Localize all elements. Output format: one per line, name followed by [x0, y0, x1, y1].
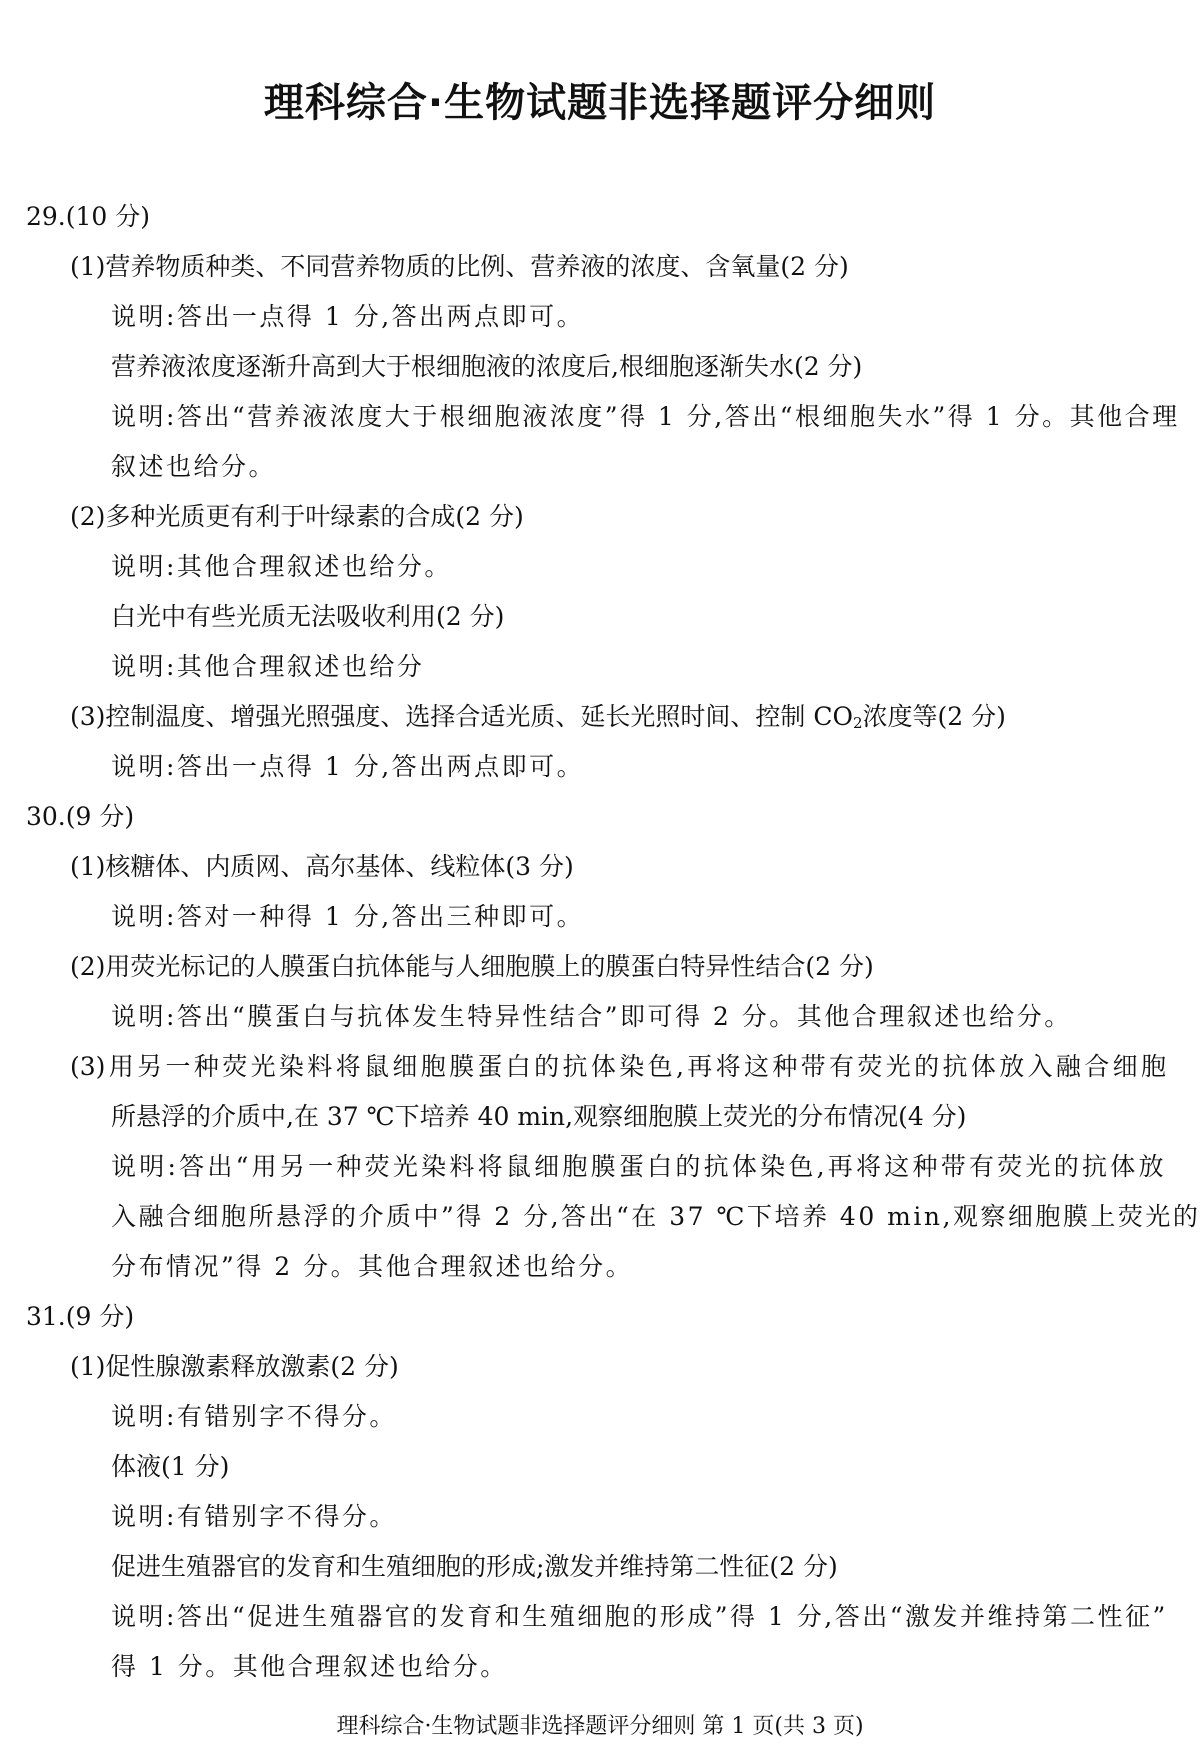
q29-p1-answer2: 营养液浓度逐渐升高到大于根细胞液的浓度后,根细胞逐渐失水(2 分): [111, 352, 863, 381]
q31-p1-answer3: 促进生殖器官的发育和生殖细胞的形成;激发并维持第二性征(2 分): [111, 1552, 838, 1581]
q29-p2-note2: 说明:其他合理叙述也给分: [111, 652, 425, 681]
q30-p2-note: 说明:答出“膜蛋白与抗体发生特异性结合”即可得 2 分。其他合理叙述也给分。: [111, 1002, 1072, 1031]
q30-p2-answer: (2)用荧光标记的人膜蛋白抗体能与人细胞膜上的膜蛋白特异性结合(2 分): [70, 952, 874, 981]
q30-p3-answer-line1-text: (3)用另一种荧光染料将鼠细胞膜蛋白的抗体染色,再将这种带有荧光的抗体放入融合细胞: [70, 1052, 1166, 1081]
q29-header: 29.(10 分): [26, 202, 151, 231]
q31-p1-note2: 说明:有错别字不得分。: [111, 1502, 397, 1531]
q30-p3-note-line1: [26, 1142, 1166, 1192]
q31-p1-answer2: 体液(1 分): [111, 1452, 230, 1481]
q30-p1-answer: (1)核糖体、内质网、高尔基体、线粒体(3 分): [70, 852, 574, 881]
q30-header: 30.(9 分): [26, 802, 135, 831]
q30-p3-answer-line2: 所悬浮的介质中,在 37 ℃下培养 40 min,观察细胞膜上荧光的分布情况(4 分): [111, 1102, 967, 1131]
q30-p3-note-line2: [26, 1192, 1200, 1242]
q29-p1-note2-line1: [26, 392, 1180, 442]
q30-p3-answer-line1: [26, 1042, 1166, 1092]
page-title: 理科综合·生物试题非选择题评分细则: [263, 80, 937, 126]
q31-p1-note1: 说明:有错别字不得分。: [111, 1402, 397, 1431]
q29-p3-answer-subscript: 2: [853, 714, 863, 732]
q31-header: 31.(9 分): [26, 1302, 135, 1331]
q29-p3-answer-pre: (3)控制温度、增强光照强度、选择合适光质、延长光照时间、控制 CO: [70, 702, 853, 731]
q30-p3-note-line3: 分布情况”得 2 分。其他合理叙述也给分。: [111, 1252, 634, 1281]
q31-p1-answer1: (1)促性腺激素释放激素(2 分): [70, 1352, 399, 1381]
q29-p2-answer2: 白光中有些光质无法吸收利用(2 分): [111, 602, 505, 631]
q31-p1-note3-line1: [26, 1592, 1166, 1642]
q29-p1-note2-line1-text: 说明:答出“营养液浓度大于根细胞液浓度”得 1 分,答出“根细胞失水”得 1 分。其他合理: [111, 402, 1180, 431]
q29-p3-answer-post: 浓度等(2 分): [862, 702, 1006, 731]
q29-p1-note2-line2: 叙述也给分。: [111, 452, 277, 481]
q29-p2-answer1: (2)多种光质更有利于叶绿素的合成(2 分): [70, 502, 524, 531]
page-footer: 理科综合·生物试题非选择题评分细则 第 1 页(共 3 页): [336, 1714, 864, 1739]
q29-p3-answer: [26, 692, 1166, 742]
document-body: [26, 192, 1200, 1692]
q29-p3-note: 说明:答出一点得 1 分,答出两点即可。: [111, 752, 585, 781]
q31-p1-note3-line1-text: 说明:答出“促进生殖器官的发育和生殖细胞的形成”得 1 分,答出“激发并维持第二性征”: [111, 1602, 1168, 1631]
q31-p1-note3-line2: 得 1 分。其他合理叙述也给分。: [111, 1652, 508, 1681]
q29-p1-answer1: (1)营养物质种类、不同营养物质的比例、营养液的浓度、含氧量(2 分): [70, 252, 849, 281]
q30-p3-note-line1-text: 说明:答出“用另一种荧光染料将鼠细胞膜蛋白的抗体染色,再将这种带有荧光的抗体放: [111, 1152, 1166, 1181]
q30-p3-note-line2-text: 入融合细胞所悬浮的介质中”得 2 分,答出“在 37 ℃下培养 40 min,观察细胞膜上荧光的: [111, 1202, 1200, 1231]
q30-p1-note: 说明:答对一种得 1 分,答出三种即可。: [111, 902, 585, 931]
q29-p1-note1: 说明:答出一点得 1 分,答出两点即可。: [111, 302, 585, 331]
q29-p2-note1: 说明:其他合理叙述也给分。: [111, 552, 452, 581]
